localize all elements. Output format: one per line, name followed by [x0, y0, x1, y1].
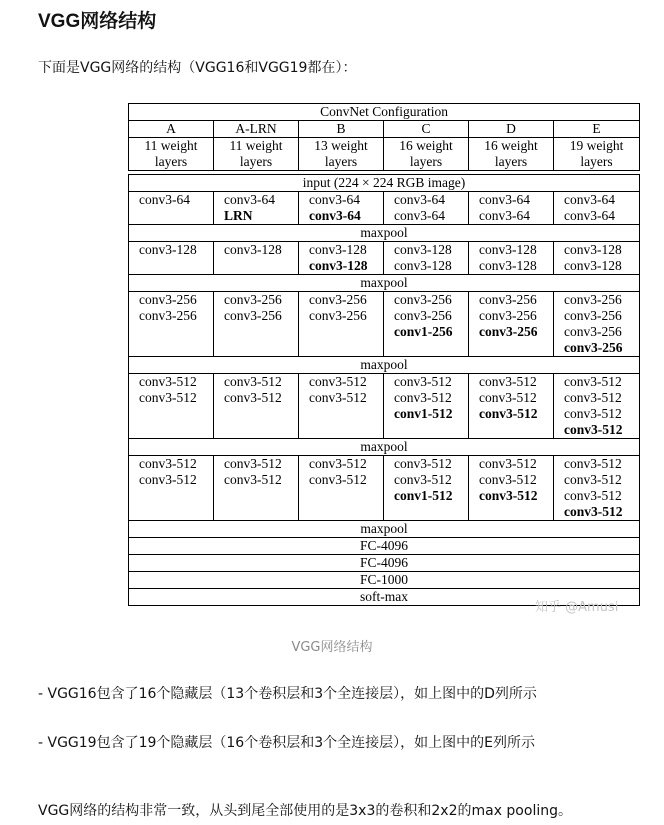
depth-label: 13 weight	[314, 138, 368, 153]
layer-entry: conv3-512	[309, 390, 367, 405]
column-depth	[214, 138, 299, 171]
depth-unit: layers	[580, 154, 613, 169]
layer-entry: LRN	[224, 208, 253, 223]
layer-entry: conv3-512	[564, 422, 623, 437]
table-title-row	[129, 104, 640, 121]
conv-cell	[384, 292, 469, 357]
layer-entry: conv3-128	[479, 242, 537, 257]
column-depth-row	[129, 138, 640, 171]
tail-row	[129, 572, 640, 589]
column-name-row	[129, 121, 640, 138]
layer-entry: conv3-512	[479, 472, 537, 487]
vgg16-note: - VGG16包含了16个隐藏层（13个卷积层和3个全连接层），如上图中的D列所示	[38, 686, 537, 702]
layer-entry: conv3-512	[564, 456, 622, 471]
column-name: A	[129, 121, 214, 138]
intro-text: 下面是VGG网络的结构（VGG16和VGG19都在）：	[38, 60, 357, 76]
conv-cell	[214, 192, 299, 225]
layer-entry: conv3-64	[479, 192, 530, 207]
conv-cell	[554, 456, 640, 521]
layer-entry: conv3-64	[309, 192, 360, 207]
page-heading: VGG网络结构	[38, 11, 157, 32]
column-depth	[299, 138, 384, 171]
tail-row	[129, 555, 640, 572]
depth-unit: layers	[324, 154, 358, 169]
conv-cell	[554, 374, 640, 439]
conv-cell	[469, 292, 554, 357]
layer-entry: conv3-128	[564, 242, 622, 257]
layer-entry: conv3-512	[309, 456, 367, 471]
maxpool-row-cell: maxpool	[129, 439, 640, 456]
layer-entry: conv3-512	[479, 406, 538, 421]
tail-row-cell: maxpool	[129, 521, 640, 538]
maxpool-row-cell: maxpool	[129, 225, 640, 242]
conv-cell	[384, 374, 469, 439]
conv-cell	[554, 192, 640, 225]
conv-cell	[214, 242, 299, 275]
watermark: 知乎 @Amusi	[535, 600, 619, 615]
layer-entry: conv1-512	[394, 488, 453, 503]
layer-entry: conv3-512	[224, 472, 282, 487]
conv-cell	[214, 374, 299, 439]
layer-entry: conv3-512	[564, 488, 622, 503]
layer-entry: conv3-128	[309, 242, 367, 257]
layer-entry: conv3-64	[224, 192, 275, 207]
layer-entry: conv3-256	[479, 292, 537, 307]
input-row-cell: input (224 × 224 RGB image)	[129, 175, 640, 192]
conv-cell	[554, 292, 640, 357]
layer-entry: conv3-512	[479, 456, 537, 471]
layer-entry: conv3-64	[564, 208, 615, 223]
structure-note: VGG网络的结构非常一致，从头到尾全部使用的是3x3的卷积和2x2的max pooling。	[38, 803, 572, 819]
depth-unit: layers	[154, 154, 188, 169]
layer-entry: conv3-256	[394, 308, 452, 323]
conv-block-row	[129, 456, 640, 521]
depth-unit: layers	[239, 154, 273, 169]
conv-cell	[129, 242, 214, 275]
layer-entry: conv3-64	[479, 208, 530, 223]
layer-entry: conv3-512	[224, 390, 282, 405]
conv-cell	[554, 242, 640, 275]
maxpool-row	[129, 439, 640, 456]
tail-row-cell: soft-max	[129, 589, 640, 606]
layer-entry: conv3-512	[479, 374, 537, 389]
layer-entry: conv3-512	[394, 374, 452, 389]
layer-entry: conv3-512	[309, 374, 367, 389]
column-name: A-LRN	[214, 121, 299, 138]
layer-entry: conv3-512	[564, 406, 622, 421]
layer-entry: conv3-256	[564, 292, 622, 307]
column-depth	[129, 138, 214, 171]
depth-label: 11 weight	[144, 138, 198, 153]
maxpool-row-cell: maxpool	[129, 357, 640, 374]
layer-entry: conv3-512	[139, 472, 197, 487]
layer-entry: conv3-128	[564, 258, 622, 273]
tail-row-cell: FC-1000	[129, 572, 640, 589]
conv-cell	[129, 192, 214, 225]
tail-row-cell: FC-4096	[129, 538, 640, 555]
conv-block-row	[129, 374, 640, 439]
layer-entry: conv3-256	[394, 292, 452, 307]
layer-entry: conv3-512	[479, 488, 538, 503]
layer-entry: conv3-128	[309, 258, 368, 273]
vgg-config-table	[128, 103, 640, 606]
layer-entry: conv3-512	[139, 374, 197, 389]
layer-entry: conv3-128	[394, 242, 452, 257]
layer-entry: conv3-256	[564, 324, 622, 339]
layer-entry: conv3-128	[394, 258, 452, 273]
figure-caption: VGG网络结构	[291, 640, 373, 655]
conv-cell	[469, 242, 554, 275]
layer-entry: conv3-512	[564, 472, 622, 487]
conv-cell	[299, 374, 384, 439]
layer-entry: conv3-128	[139, 242, 197, 257]
conv-cell	[384, 456, 469, 521]
vgg19-note: - VGG19包含了19个隐藏层（16个卷积层和3个全连接层），如上图中的E列所示	[38, 735, 535, 751]
maxpool-row	[129, 225, 640, 242]
conv-block-row	[129, 192, 640, 225]
layer-entry: conv3-512	[564, 374, 622, 389]
layer-entry: conv3-256	[309, 308, 367, 323]
layer-entry: conv3-512	[564, 390, 622, 405]
layer-entry: conv3-256	[139, 308, 197, 323]
depth-label: 19 weight	[569, 138, 624, 153]
layer-entry: conv3-512	[139, 456, 197, 471]
layer-entry: conv3-64	[394, 208, 445, 223]
conv-cell	[384, 242, 469, 275]
layer-entry: conv3-256	[224, 308, 282, 323]
tail-row	[129, 538, 640, 555]
conv-cell	[129, 292, 214, 357]
column-depth	[384, 138, 469, 171]
column-name: C	[384, 121, 469, 138]
conv-cell	[469, 374, 554, 439]
conv-cell	[469, 192, 554, 225]
layer-entry: conv3-512	[224, 456, 282, 471]
tail-row-cell: FC-4096	[129, 555, 640, 572]
conv-cell	[129, 374, 214, 439]
column-name: B	[299, 121, 384, 138]
layer-entry: conv3-64	[139, 192, 190, 207]
layer-entry: conv3-256	[479, 308, 537, 323]
layer-entry: conv3-512	[479, 390, 537, 405]
maxpool-row	[129, 275, 640, 292]
layer-entry: conv3-64	[309, 208, 361, 223]
conv-cell	[299, 192, 384, 225]
layer-entry: conv3-256	[479, 324, 538, 339]
layer-entry: conv1-256	[394, 324, 453, 339]
layer-entry: conv3-256	[309, 292, 367, 307]
column-name: E	[554, 121, 640, 138]
maxpool-row	[129, 357, 640, 374]
conv-cell	[299, 292, 384, 357]
layer-entry: conv3-512	[309, 472, 367, 487]
layer-entry: conv3-512	[394, 456, 452, 471]
conv-block-row	[129, 242, 640, 275]
conv-cell	[214, 456, 299, 521]
column-name: D	[469, 121, 554, 138]
maxpool-row-cell: maxpool	[129, 275, 640, 292]
layer-entry: conv3-512	[394, 472, 452, 487]
table-title-row-cell: ConvNet Configuration	[129, 104, 640, 121]
depth-label: 11 weight	[229, 138, 283, 153]
conv-block-row	[129, 292, 640, 357]
layer-entry: conv3-256	[564, 308, 622, 323]
input-row	[129, 175, 640, 192]
depth-label: 16 weight	[484, 138, 538, 153]
layer-entry: conv3-64	[564, 192, 615, 207]
layer-entry: conv3-128	[224, 242, 282, 257]
layer-entry: conv3-256	[139, 292, 197, 307]
layer-entry: conv3-256	[224, 292, 282, 307]
layer-entry: conv3-512	[224, 374, 282, 389]
conv-cell	[299, 242, 384, 275]
column-depth	[554, 138, 640, 171]
layer-entry: conv1-512	[394, 406, 453, 421]
depth-unit: layers	[409, 154, 443, 169]
layer-entry: conv3-512	[139, 390, 197, 405]
conv-cell	[214, 292, 299, 357]
conv-cell	[129, 456, 214, 521]
layer-entry: conv3-512	[394, 390, 452, 405]
conv-cell	[469, 456, 554, 521]
conv-cell	[384, 192, 469, 225]
tail-row	[129, 521, 640, 538]
conv-cell	[299, 456, 384, 521]
layer-entry: conv3-64	[394, 192, 445, 207]
layer-entry: conv3-512	[564, 504, 623, 519]
column-depth	[469, 138, 554, 171]
depth-unit: layers	[494, 154, 528, 169]
layer-entry: conv3-256	[564, 340, 623, 355]
depth-label: 16 weight	[399, 138, 453, 153]
layer-entry: conv3-128	[479, 258, 537, 273]
